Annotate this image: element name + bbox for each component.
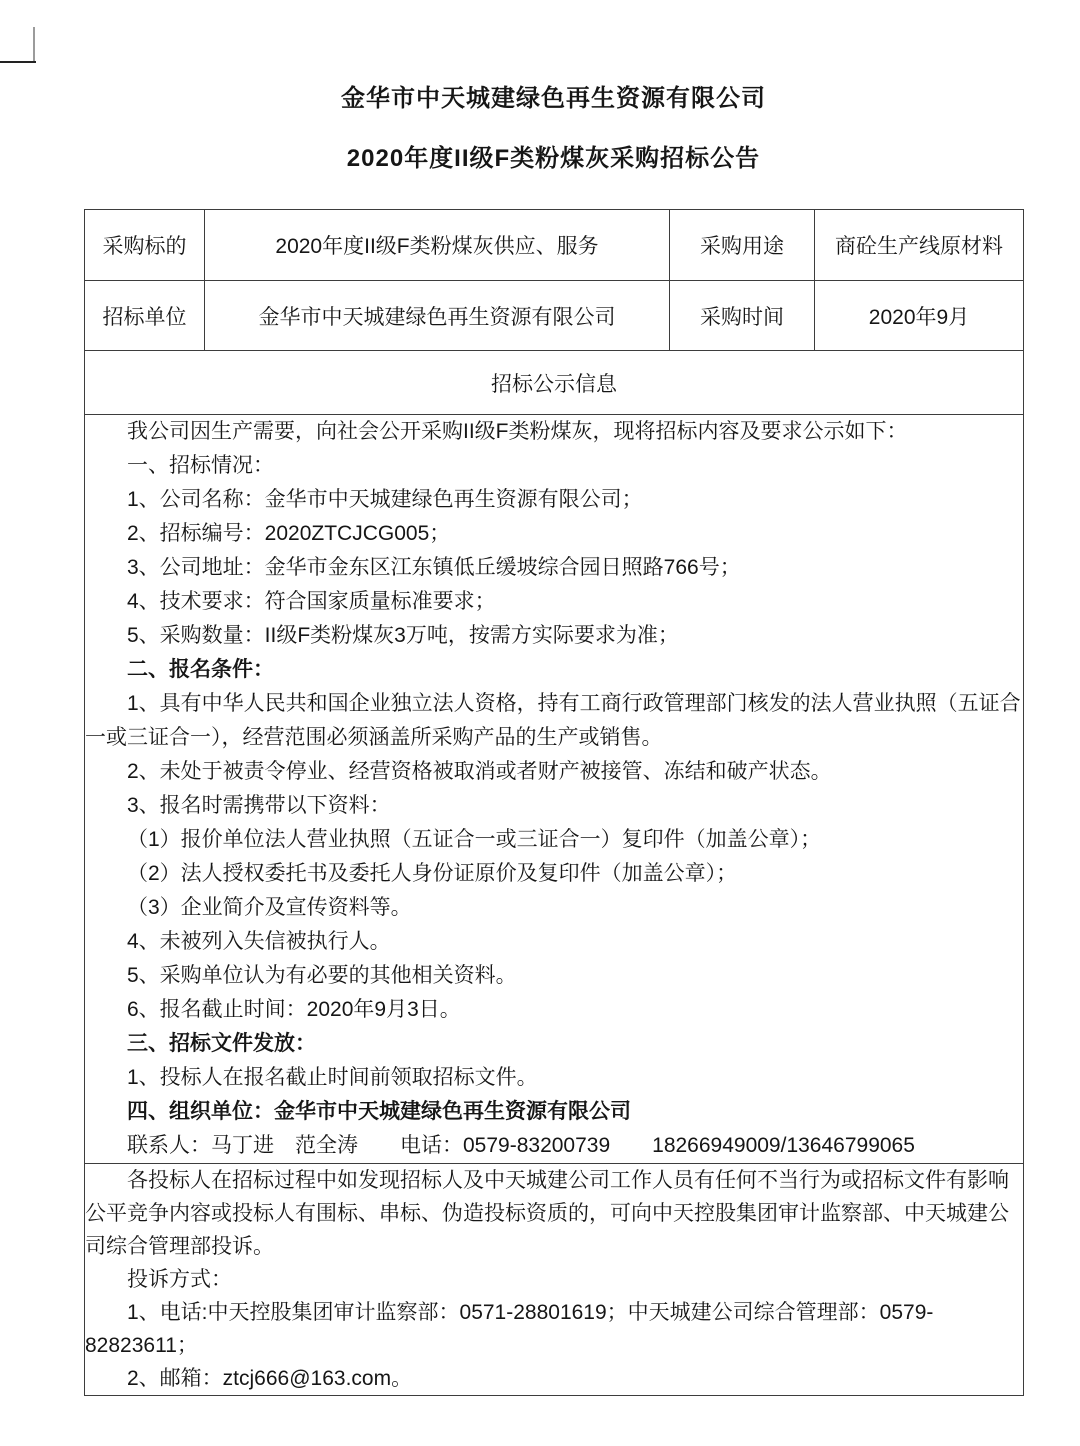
complaint-line: 2、邮箱：ztcj666@163.com。 [127, 1367, 413, 1390]
complaint-cell [85, 1164, 1024, 1396]
purchase-time-label: 采购时间 [670, 281, 815, 351]
complaint-paragraph: 各投标人在招标过程中如发现招标人及中天城建公司工作人员有任何不当行为或招标文件有影响公平竞争内容或投标人有围标、串标、伪造投标资质的，可向中天控股集团审计监察部、中天城建公司综合管理部投诉。 [85, 1169, 1009, 1258]
announcement-line: 1、投标人在报名截止时间前领取招标文件。 [127, 1066, 538, 1089]
scan-corner-mark-horizontal [0, 61, 36, 63]
purchase-purpose-label: 采购用途 [670, 210, 815, 281]
announcement-line: （3）企业简介及宣传资料等。 [127, 896, 412, 919]
purchase-subject-value: 2020年度II级F类粉煤灰供应、服务 [205, 210, 670, 281]
page-title: 金华市中天城建绿色再生资源有限公司 [341, 85, 766, 112]
announcement-line: 2、未处于被责令停业、经营资格被取消或者财产被接管、冻结和破产状态。 [127, 760, 832, 783]
tender-unit-value: 金华市中天城建绿色再生资源有限公司 [205, 281, 670, 351]
announcement-line: 2、招标编号：2020ZTCJCG005； [127, 522, 451, 545]
purchase-purpose-value: 商砼生产线原材料 [815, 210, 1024, 281]
announcement-line: 联系人：马丁进 范全涛 电话：0579-83200739 18266949009/13646799065 [127, 1134, 915, 1157]
table-row [85, 210, 1024, 281]
purchase-time-value: 2020年9月 [815, 281, 1024, 351]
table-row [85, 415, 1024, 1164]
announcement-body-cell [85, 415, 1024, 1164]
announcement-table [84, 209, 1024, 1396]
announcement-line: 4、未被列入失信被执行人。 [127, 930, 391, 953]
announcement-line: 二、报名条件： [127, 658, 274, 681]
announcement-line: 三、招标文件发放： [127, 1032, 316, 1055]
table-row [85, 351, 1024, 415]
complaint-lines [85, 1263, 1023, 1395]
announcement-line: 3、报名时需携带以下资料： [127, 794, 391, 817]
announcement-line: （2）法人授权委托书及委托人身份证原价及复印件（加盖公章）； [127, 862, 738, 885]
announcement-line: 5、采购数量：II级F类粉煤灰3万吨，按需方实际要求为准； [127, 624, 679, 647]
announcement-line: 1、公司名称：金华市中天城建绿色再生资源有限公司； [127, 488, 643, 511]
table-row [85, 281, 1024, 351]
purchase-subject-label: 采购标的 [85, 210, 205, 281]
page-subtitle: 2020年度II级F类粉煤灰采购招标公告 [346, 145, 761, 172]
announcement-line: 一、招标情况： [127, 454, 274, 477]
complaint-line: 1、电话:中天控股集团审计监察部：0571-28801619；中天城建公司综合管理部：0579-82823611； [85, 1301, 934, 1357]
scan-corner-mark-vertical [33, 27, 35, 63]
announcement-line: 1、具有中华人民共和国企业独立法人资格，持有工商行政管理部门核发的法人营业执照（五证合一或三证合一），经营范围必须涵盖所采购产品的生产或销售。 [85, 692, 1021, 749]
tender-unit-label: 招标单位 [85, 281, 205, 351]
announcement-line: 4、技术要求：符合国家质量标准要求； [127, 590, 496, 613]
announcement-line: 6、报名截止时间：2020年9月3日。 [127, 998, 461, 1021]
announcement-intro: 我公司因生产需要，向社会公开采购II级F类粉煤灰，现将招标内容及要求公示如下： [127, 420, 908, 443]
table-row [85, 1164, 1024, 1396]
announcement-line: 四、组织单位：金华市中天城建绿色再生资源有限公司 [127, 1100, 631, 1123]
section-header: 招标公示信息 [85, 351, 1024, 415]
announcement-lines [85, 449, 1023, 1163]
announcement-line: 5、采购单位认为有必要的其他相关资料。 [127, 964, 517, 987]
complaint-line: 投诉方式： [127, 1268, 232, 1291]
announcement-line: 3、公司地址：金华市金东区江东镇低丘缓坡综合园日照路766号； [127, 556, 741, 579]
announcement-line: （1）报价单位法人营业执照（五证合一或三证合一）复印件（加盖公章）； [127, 828, 822, 851]
